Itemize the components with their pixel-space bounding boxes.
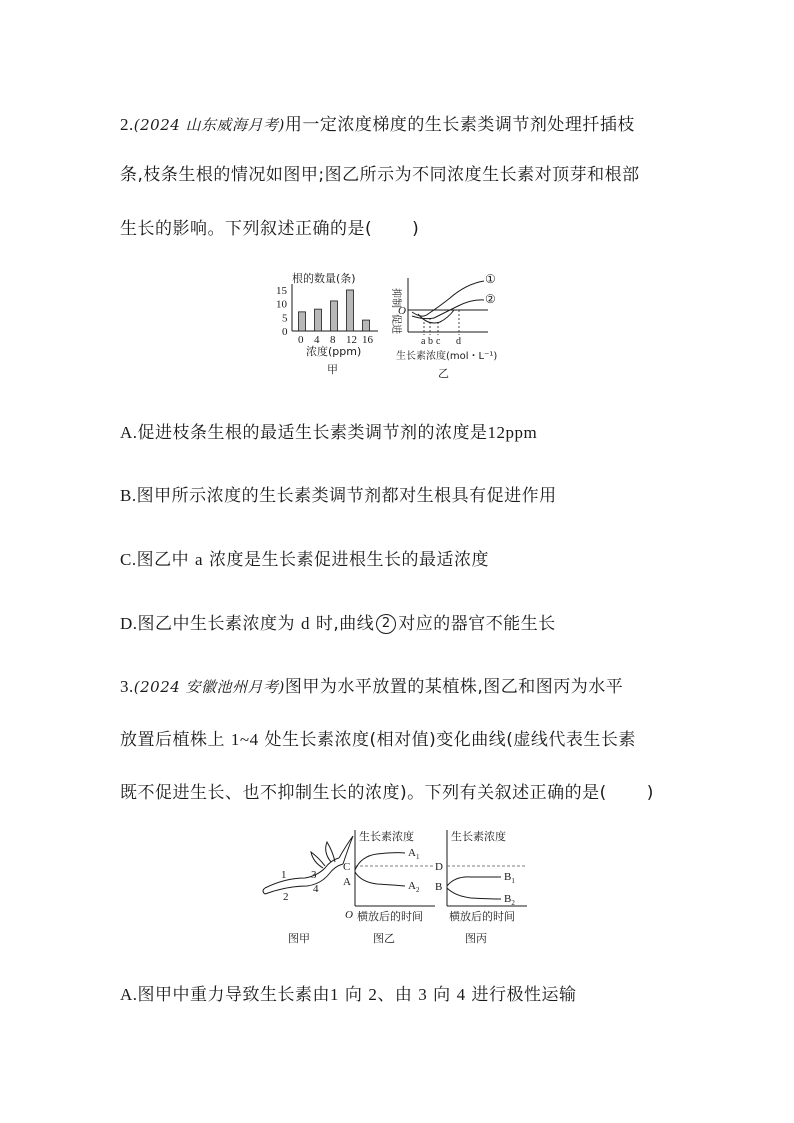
jia-x-tick: 4: [314, 334, 320, 346]
jia-y-tick: 15: [276, 285, 287, 297]
q3-option-a-n1: 1: [330, 985, 340, 1004]
q3-stem-text2-post: 处生长素浓度(相对值)变化曲线(虚线代表生长素: [258, 730, 636, 750]
q3-source: (2024 安徽池州月考): [133, 678, 285, 696]
option-d-text: 对应的器官不能生长: [398, 614, 556, 634]
yi-point-a: a: [421, 336, 426, 347]
fig-bing-caption: 图丙: [465, 932, 487, 945]
jia-xlabel: 浓度(ppm): [306, 345, 362, 358]
yi-label-a2: $A_2$: [408, 880, 420, 894]
q2-figure-jia: [270, 268, 390, 383]
q2-stem-line1: [120, 110, 635, 135]
plant-label-3: 3: [311, 869, 317, 881]
yi-curve-a1: [355, 853, 405, 870]
yi-ylabel-promote: 促进: [390, 314, 401, 334]
option-c-var: a: [195, 550, 204, 569]
q3-stem-line2: [120, 725, 636, 750]
option-c-label: C.: [120, 550, 137, 569]
jia-y-tick: 0: [282, 326, 288, 338]
jia-bar-16: [363, 320, 370, 331]
q2-stem-line2: [120, 160, 640, 185]
yi-label-a: A: [343, 876, 351, 888]
q2-option-b: [120, 481, 557, 506]
yi-origin: O: [398, 305, 406, 317]
option-c-text: 浓度是生长素促进根生长的最适浓度: [203, 550, 489, 570]
option-d-mid: 时,曲线: [309, 614, 375, 634]
q2-option-d: [120, 609, 556, 634]
option-a-value: 12ppm: [487, 423, 538, 442]
jia-bars: [299, 290, 370, 331]
jia-caption: 甲: [327, 363, 338, 376]
jia-y-tick-labels: [276, 285, 288, 338]
jia-bar-8: [331, 301, 338, 331]
q2-option-a: [120, 418, 537, 443]
q3-origin: O: [345, 909, 353, 921]
fig-yi-caption: 图乙: [373, 932, 395, 945]
q3-answer-paren: ): [646, 783, 654, 803]
option-a-label: A.: [120, 423, 138, 442]
jia-x-tick: 12: [346, 334, 357, 346]
yi-xlabel: 生长素浓度(mol・L⁻¹): [396, 351, 498, 362]
bing-label-b: B: [435, 881, 443, 893]
option-a-text: 促进枝条生根的最适生长素类调节剂的浓度是: [137, 423, 488, 443]
q2-source: (2024 山东威海月考): [133, 116, 285, 134]
q2-stem-text3: 生长的影响。下列叙述正确的是(: [120, 219, 373, 239]
q2-option-c: [120, 545, 489, 570]
plant-label-1: 1: [281, 869, 287, 881]
q3-number: 3.: [120, 677, 134, 696]
q2-figure-yi: [388, 272, 528, 384]
yi-point-b: b: [428, 336, 433, 347]
jia-ylabel: 根的数量(条): [292, 272, 356, 285]
yi-xlabel: 横放后的时间: [357, 910, 423, 923]
bing-curve-b2: [447, 888, 501, 899]
plant-label-2: 2: [283, 891, 289, 903]
option-c-pre: 图乙中: [136, 550, 195, 570]
q2-number: 2.: [120, 115, 134, 134]
q3-stem-text3: 既不促进生长、也不抑制生长的浓度)。下列有关叙述正确的是(: [120, 783, 607, 803]
bing-xlabel: 横放后的时间: [449, 910, 515, 923]
option-d-label: D.: [120, 614, 138, 633]
option-b-label: B.: [120, 486, 137, 505]
q3-figure: [255, 822, 545, 952]
option-d-pre: 图乙中生长素浓度为: [137, 614, 301, 634]
yi-curve-a2: [355, 872, 405, 886]
q3-option-a: [120, 980, 576, 1005]
q2-stem-text2: 条,枝条生根的情况如图甲;图乙所示为不同浓度生长素对顶芽和根部: [120, 165, 640, 185]
option-d-var: d: [300, 614, 310, 633]
yi-caption: 乙: [438, 367, 449, 380]
q3-option-a-n4: 4: [456, 985, 466, 1004]
yi-ylabel: 生长素浓度: [359, 830, 414, 843]
q3-option-a-n3: 3: [418, 985, 428, 1004]
q3-stem-range: 1~4: [230, 730, 259, 749]
q2-stem-line3: [120, 214, 419, 239]
option-d-circled-number: 2: [376, 614, 396, 634]
q3-option-a-m1: 向: [339, 985, 369, 1005]
bing-curve-b1: [447, 877, 501, 886]
q2-stem-text1: 用一定浓度梯度的生长素类调节剂处理扦插枝: [284, 115, 635, 135]
fig-jia-caption: 图甲: [288, 932, 310, 945]
q3-option-a-m3: 向: [427, 985, 457, 1005]
jia-y-tick: 10: [276, 298, 287, 311]
q3-option-a-pre: 图甲中重力导致生长素由: [137, 985, 331, 1005]
q3-option-a-m2: 、由: [377, 985, 419, 1005]
q3-option-a-n2: 2: [368, 985, 378, 1004]
bing-label-b1: $B_1$: [504, 871, 515, 885]
q3-stem-line1: [120, 672, 623, 697]
jia-x-tick: 16: [362, 334, 373, 346]
q3-option-a-post: 进行极性运输: [465, 985, 577, 1005]
yi-point-c: c: [436, 336, 441, 347]
q3-option-a-label: A.: [120, 985, 138, 1004]
plant-illustration: [263, 836, 353, 894]
bing-label-b2: $B_2$: [504, 893, 515, 907]
yi-label-a1: $A_1$: [408, 847, 420, 861]
yi-curve-1-label: ①: [485, 272, 496, 286]
jia-x-tick: 0: [298, 334, 304, 346]
q3-stem-line3: [120, 778, 654, 803]
yi-point-d: d: [456, 336, 461, 347]
jia-bar-0: [299, 312, 306, 331]
jia-bar-12: [347, 290, 354, 331]
bing-label-d: D: [435, 861, 443, 873]
q2-answer-paren: ): [412, 219, 420, 239]
plant-label-4: 4: [313, 883, 319, 895]
option-b-text: 图甲所示浓度的生长素类调节剂都对生根具有促进作用: [136, 486, 557, 506]
jia-bar-4: [315, 309, 322, 331]
q3-stem-text1: 图甲为水平放置的某植株,图乙和图丙为水平: [284, 677, 624, 697]
yi-label-c: C: [343, 861, 351, 873]
q3-stem-text2-pre: 放置后植株上: [120, 730, 231, 750]
bing-ylabel: 生长素浓度: [451, 830, 506, 843]
jia-y-tick: 5: [282, 312, 288, 325]
jia-x-tick: 8: [330, 334, 336, 346]
yi-curve-2-label: ②: [485, 292, 496, 306]
yi-ylabel-inhibit: 抑制: [390, 288, 401, 308]
